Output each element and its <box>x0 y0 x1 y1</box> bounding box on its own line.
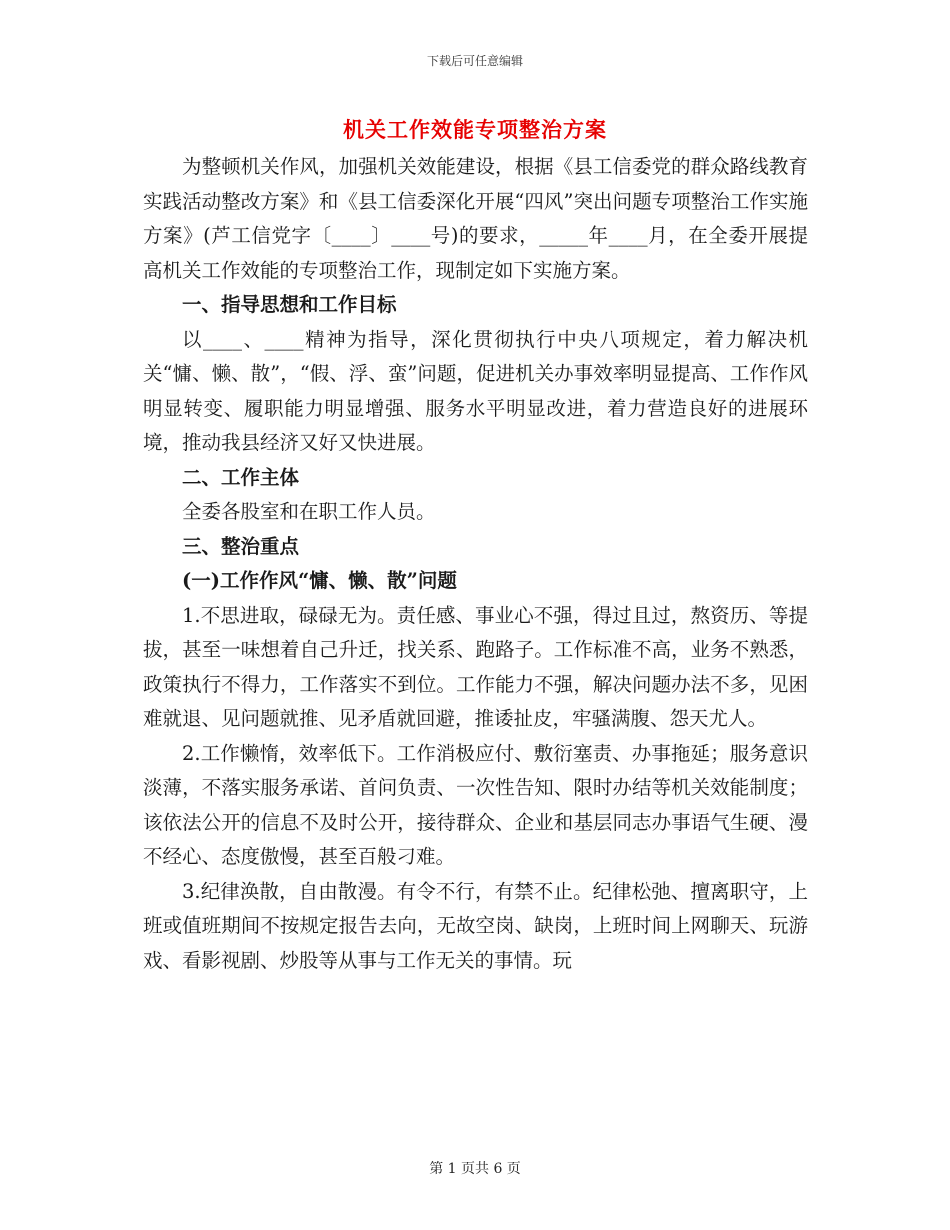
section-heading-rectification-focus: 三、整治重点 <box>182 534 300 558</box>
document-body <box>143 150 808 978</box>
intro-paragraph: 为整顿机关作风，加强机关效能建设，根据《县工信委党的群众路线教育实践活动整改方案》和《县工信委深化开展“四风”突出问题专项整治工作实施方案》(芦工信党字〔____〕____号)的要求，_____年____月，在全委开展提高机关工作效能的专项整治工作，现制定如下实施方案。 <box>143 155 808 282</box>
guiding-ideology-paragraph: 以____、____精神为指导，深化贯彻执行中央八项规定，着力解决机关“慵、懒、散”，“假、浮、蛮”问题，促进机关办事效率明显提高、工作作风明显转变、履职能力明显增强、服务水平明显改进，着力营造良好的进展环境，推动我县经济又好又快进展。 <box>143 327 808 454</box>
page-header-note: 下载后可任意编辑 <box>426 54 523 68</box>
page-number-footer: 第 1 页共 6 页 <box>429 1161 521 1177</box>
item-paragraph-1: 1.不思进取，碌碌无为。责任感、事业心不强，得过且过，熬资历、等提拔，甚至一味想着自己升迁，找关系、跑路子。工作标准不高，业务不熟悉，政策执行不得力，工作落实不到位。工作能力不强，解决问题办法不多，见困难就退、见问题就推、见矛盾就回避，推诿扯皮，牢骚满腹、怨天尤人。 <box>143 603 808 730</box>
section-heading-work-subject: 二、工作主体 <box>182 465 300 489</box>
work-subject-paragraph: 全委各股室和在职工作人员。 <box>182 500 436 523</box>
item-paragraph-2: 2.工作懒惰，效率低下。工作消极应付、敷衍塞责、办事拖延；服务意识淡薄，不落实服务承诺、首问负责、一次性告知、限时办结等机关效能制度；该依法公开的信息不及时公开，接待群众、企业和基层同志办事语气生硬、漫不经心、态度傲慢，甚至百般刁难。 <box>143 741 808 868</box>
item-paragraph-3: 3.纪律涣散，自由散漫。有令不行，有禁不止。纪律松弛、擅离职守，上班或值班期间不按规定报告去向，无故空岗、缺岗，上班时间上网聊天、玩游戏、看影视剧、炒股等从事与工作无关的事情。玩 <box>143 879 808 972</box>
subsection-heading-work-style: (一)工作作风“慵、懒、散”问题 <box>182 569 457 592</box>
document-title: 机关工作效能专项整治方案 <box>343 117 607 142</box>
section-heading-guiding-ideology: 一、指导思想和工作目标 <box>182 293 397 316</box>
